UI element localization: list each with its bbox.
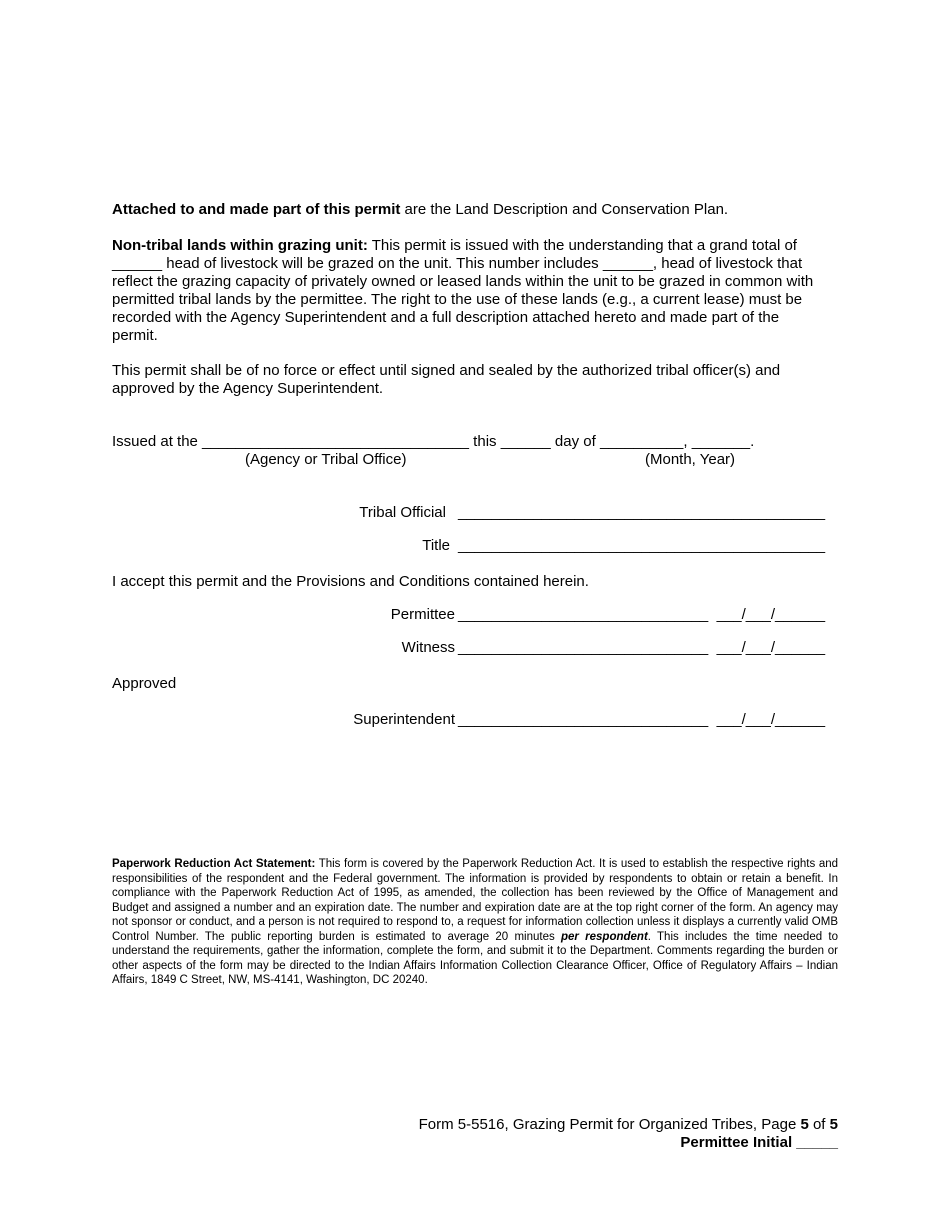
attached-bold: Attached to and made part of this permit <box>112 201 401 218</box>
nontribal-bold: Non-tribal lands within grazing unit: <box>112 237 368 254</box>
nontribal-paragraph <box>112 237 842 345</box>
footer-of: of <box>808 1116 830 1133</box>
attached-paragraph <box>112 201 842 219</box>
form-footer <box>419 1116 838 1134</box>
pra-text-1: This form is covered by the Paperwork Reduction Act. It is used to establish the respective rights and responsibilities of the respondent and the Federal government. The information is provided by respondents to obtain or retain a benefit. In compliance with the Paperwork Reduction Act of 1995, as amended, the collection has been reviewed by the Office of Management and Budget and assigned a number and an expiration date. The number and expiration date are at the top right corner of the form. An agency may not sponsor or conduct, and a person is not required to respond to, a request for information collection unless it displays a currently valid OMB Control Number. The public reporting burden is estimated to average 20 minutes <box>112 858 839 943</box>
force-effect-paragraph: This permit shall be of no force or effect until signed and sealed by the authorized tribal officer(s) and approved by the Agency Superintendent. <box>112 362 781 397</box>
footer-form-text: Form 5-5516, Grazing Permit for Organized Tribes, Page <box>418 1116 801 1133</box>
permittee-signature-line[interactable]: ______________________________ ___/___/______ <box>458 606 826 623</box>
approved-label: Approved <box>112 675 177 692</box>
nontribal-text: This permit is issued with the understanding that a grand total of ______ head of livestock will be grazed on the unit. This number includes ______, head of livestock that reflect the grazing capacity of privately owned or leased lands within the unit to be grazed in common with permitted tribal lands by the permittee. The right to the use of these lands (e.g., a current lease) must be recorded with the Agency Superintendent and a full description attached hereto and made part of the permit. <box>112 237 814 344</box>
issued-line: Issued at the ________________________________ this ______ day of __________, _______. <box>112 433 755 450</box>
attached-text: are the Land Description and Conservation Plan. <box>400 201 729 218</box>
date-caption: (Month, Year) <box>645 451 736 468</box>
witness-signature-line[interactable]: ______________________________ ___/___/______ <box>458 639 826 656</box>
title-signature-line[interactable]: ____________________________________________ <box>458 537 826 554</box>
pra-bold: Paperwork Reduction Act Statement: <box>112 858 316 870</box>
tribal-official-signature-line[interactable]: ____________________________________________ <box>458 504 826 521</box>
pra-emphasis: per respondent <box>561 930 648 943</box>
pra-text-2: . This includes the time needed to understand the requirements, gather the information, complete the form, and submit it to the Department. Comments regarding the burden or other aspects of the form may be directed to the Indian Affairs Information Collection Clearance Officer, Office of Regulatory Affairs – Indian Affairs, 1849 C Street, NW, MS-4141, Washington, DC 20240. <box>112 930 838 986</box>
title-label: Title <box>422 537 450 554</box>
accept-statement: I accept this permit and the Provisions and Conditions contained herein. <box>112 573 589 590</box>
paperwork-reduction-statement <box>112 857 838 988</box>
permittee-initial[interactable]: Permittee Initial _____ <box>680 1134 838 1151</box>
witness-label: Witness <box>401 639 455 656</box>
office-caption: (Agency or Tribal Office) <box>245 451 407 468</box>
footer-total: 5 <box>829 1116 838 1133</box>
superintendent-label: Superintendent <box>353 711 455 728</box>
superintendent-signature-line[interactable]: ______________________________ ___/___/______ <box>458 711 826 728</box>
tribal-official-label: Tribal Official <box>359 504 446 521</box>
footer-page: 5 <box>800 1116 809 1133</box>
permittee-label: Permittee <box>390 606 455 623</box>
